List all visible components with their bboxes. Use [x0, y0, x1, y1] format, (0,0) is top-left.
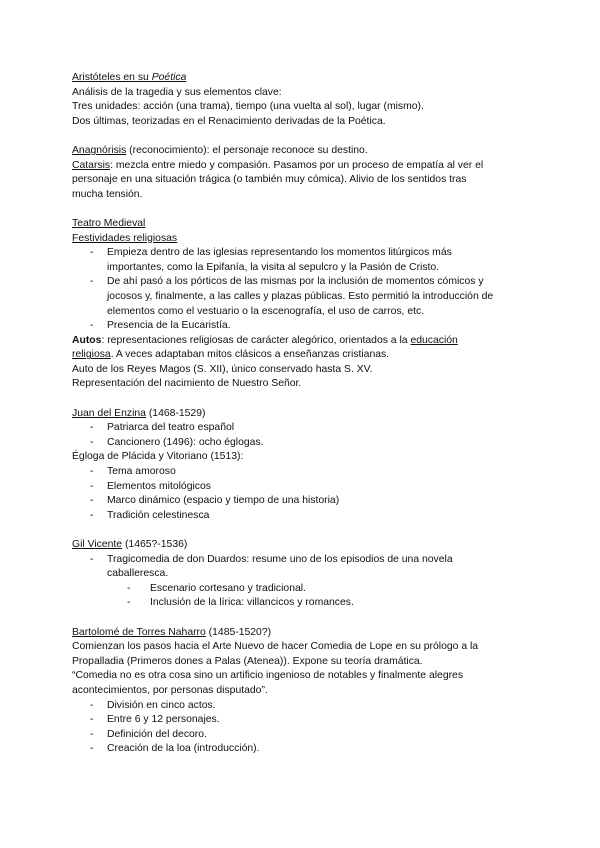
- vicente-name: Gil Vicente: [72, 539, 123, 550]
- list-item-continuation: caballeresca.: [107, 568, 169, 580]
- list-item: - Presencia de la Eucaristía.: [90, 320, 231, 332]
- sub-list-item: - Inclusión de la lírica: villancicos y romances.: [127, 597, 354, 609]
- list-item-continuation: importantes, como la Epifanía, la visita al sepulcro y la Pasión de Cristo.: [107, 261, 440, 273]
- sub-list-item: - Escenario cortesano y tradicional.: [127, 582, 306, 594]
- list-item: - Tragicomedia de don Duardos: resume uno de los episodios de una novela: [90, 553, 453, 565]
- text-line: Dos últimas, teorizadas en el Renacimiento derivadas de la Poética.: [72, 115, 386, 127]
- list-item: - Tradición celestinesca: [90, 509, 210, 521]
- educacion-link: educación: [410, 334, 458, 346]
- aristoteles-title: Aristóteles en su Poética: [72, 72, 187, 83]
- naharro-heading: Bartolomé de Torres Naharro (1485-1520?): [72, 626, 272, 638]
- aristoteles-heading: [72, 71, 540, 86]
- list-item: - Entre 6 y 12 personajes.: [90, 714, 220, 726]
- list-item: - Marco dinámico (espacio y tiempo de una historia): [90, 495, 340, 507]
- text-line: personaje en una situación trágica (o también muy cómica). Alivio de los sentidos tras: [72, 174, 467, 186]
- list-item: - Definición del decoro.: [90, 728, 207, 740]
- list-item: - División en cinco actos.: [90, 699, 216, 711]
- medieval-title: Teatro Medieval: [72, 217, 146, 229]
- vicente-heading: Gil Vicente (1465?-1536): [72, 539, 188, 550]
- autos-label: Autos: [72, 334, 102, 346]
- autos-line-2: religiosa. A veces adaptaban mitos clásicos a enseñanzas cristianas.: [72, 349, 390, 361]
- list-item-continuation: elementos como el vestuario o la escenografía, el uso de carros, etc.: [107, 305, 425, 317]
- encina-heading: Juan del Enzina (1468-1529): [72, 407, 206, 419]
- text-line: Análisis de la tragedia y sus elementos clave:: [72, 86, 282, 98]
- list-item: - Empieza dentro de las iglesias representando los momentos litúrgicos más: [90, 247, 452, 259]
- catarsis-line: Catarsis: mezcla entre miedo y compasión. Pasamos por un proceso de empatía al ver el: [72, 159, 484, 171]
- text-line: Tres unidades: acción (una trama), tiempo (una vuelta al sol), lugar (mismo).: [72, 101, 424, 113]
- medieval-subtitle: Festividades religiosas: [72, 232, 178, 244]
- quote-line: acontecimientos, por personas disputado”.: [72, 684, 268, 696]
- list-item: - Tema amoroso: [90, 466, 176, 478]
- list-item: - Patriarca del teatro español: [90, 422, 235, 434]
- text-line: Representación del nacimiento de Nuestro Señor.: [72, 378, 302, 390]
- text-line: Comienzan los pasos hacia el Arte Nuevo de hacer Comedia de Lope en su prólogo a la: [72, 641, 479, 653]
- list-item: - Elementos mitológicos: [90, 480, 211, 492]
- encina-name: Juan del Enzina: [72, 407, 146, 419]
- autos-line: Autos: representaciones religiosas de carácter alegórico, orientados a la educación: [72, 334, 458, 346]
- egloga-title: Égloga de Plácida y Vitoriano (1513):: [72, 451, 244, 463]
- quote-line: “Comedia no es otra cosa sino un artificio ingenioso de notables y finalmente alegres: [72, 670, 464, 682]
- text-line: Auto de los Reyes Magos (S. XII), único conservado hasta S. XV.: [72, 363, 373, 375]
- list-item: - Creación de la loa (introducción).: [90, 743, 260, 755]
- catarsis-term: Catarsis: [72, 159, 111, 171]
- medieval-bullet-list: [72, 246, 540, 334]
- anagnorisis-term: Anagnórisis: [72, 144, 127, 156]
- list-item: - Cancionero (1496): ocho églogas.: [90, 436, 264, 448]
- text-line: mucha tensión.: [72, 188, 143, 200]
- list-item-continuation: jocosos y, finalmente, a las calles y plazas públicas. Esto permitió la introducción de: [107, 290, 494, 302]
- list-item: - De ahí pasó a los pórticos de las mismas por la inclusión de momentos cómicos y: [90, 276, 484, 288]
- anagnorisis-line: Anagnórisis (reconocimiento): el personaje reconoce su destino.: [72, 144, 368, 156]
- naharro-name: Bartolomé de Torres Naharro: [72, 626, 206, 638]
- text-line: Propalladia (Primeros dones a Palas (Atenea)). Expone su teoría dramática.: [72, 655, 423, 667]
